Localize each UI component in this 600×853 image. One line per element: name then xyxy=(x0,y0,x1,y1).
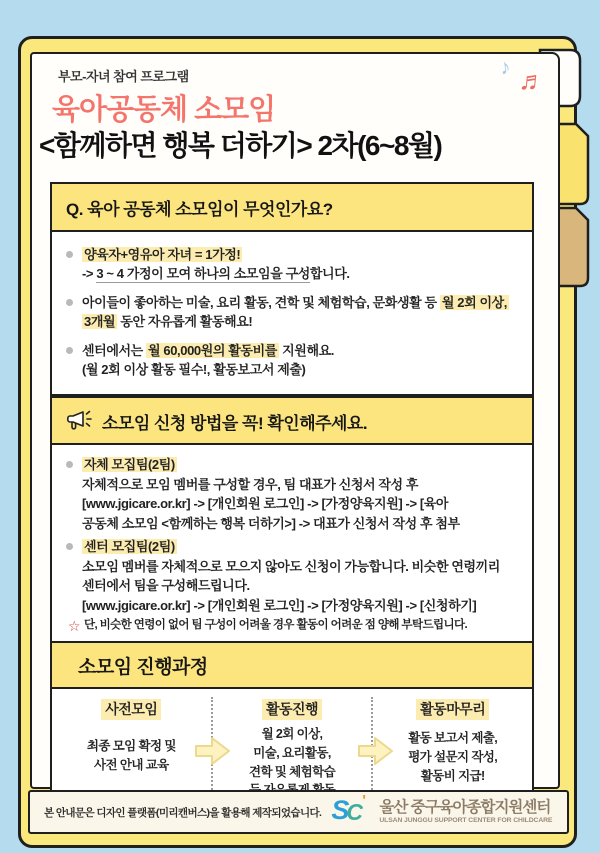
logo-letter-s: S xyxy=(331,795,350,825)
org-name-block xyxy=(379,800,552,823)
team2-line3: [www.jgicare.or.kr] -> [개인회원 로그인] -> [가정양육지원] -> [신청하기] xyxy=(82,597,477,613)
process-step-1-title: 사전모임 xyxy=(101,699,161,720)
apply-note xyxy=(66,617,518,637)
index-tab-yellow xyxy=(556,124,588,204)
team1-title: 자체 모집팀(2팀) xyxy=(84,457,175,472)
music-note-red-icon: ♬ xyxy=(517,64,548,98)
program-subtitle: 육아공동체 소모임 xyxy=(52,94,276,126)
page-title: <함께하면 행복 더하기> 2차(6~8월) xyxy=(39,130,442,161)
megaphone-icon xyxy=(66,408,93,432)
bullet-dot-icon xyxy=(66,251,73,258)
process-step-2-text: 월 2회 이상, 미술, 요리활동, 견학 및 체험학습 xyxy=(248,727,336,779)
team2-line2: 센터에서 팀을 구성해드립니다. xyxy=(82,578,250,593)
q-bullet-1-highlight: 양육자+영유아 자녀 = 1가정! xyxy=(84,246,241,262)
logo-dot-icon: ' xyxy=(362,792,366,809)
star-icon: ☆ xyxy=(68,618,80,634)
team1-line2: [www.jgicare.or.kr] -> [개인회원 로그인] -> [가정양육지원] -> [육아 xyxy=(82,496,449,511)
bullet-dot-icon xyxy=(66,461,73,468)
process-step-3-title: 활동마무리 xyxy=(416,699,489,720)
q-bullet-3 xyxy=(66,341,516,380)
q-bullet-1-tail: 합니다. xyxy=(309,266,350,281)
process-step-2-title: 활동진행 xyxy=(262,699,322,720)
q-bullet-2-pre: 아이들이 좋아하는 미술, 요리 활동, 견학 및 체험학습, 문화생활 등 xyxy=(82,294,440,310)
q-bullet-3-tail: 지원해요. xyxy=(278,342,334,358)
music-note-blue-icon: ♪ xyxy=(498,55,512,80)
q-bullet-3-pre: 센터에서는 xyxy=(82,342,147,358)
logo-letter-c: C xyxy=(346,799,363,825)
q-bullet-2-text xyxy=(82,293,509,332)
bullet-dot-icon xyxy=(66,543,73,550)
center-logo xyxy=(329,792,375,828)
arrow-right-icon xyxy=(194,735,232,767)
apply-section-body xyxy=(50,443,534,643)
q-bullet-1 xyxy=(66,245,516,284)
q-bullet-1-text xyxy=(82,245,350,284)
org-name-en: ULSAN JUNGGU SUPPORT CENTER FOR CHILDCARE xyxy=(379,816,553,824)
bullet-dot-icon xyxy=(66,347,73,354)
q-bullet-3-highlight: 월 60,000원의 활동비를 xyxy=(148,342,277,358)
apply-bullet-2 xyxy=(66,537,518,615)
apply-section-heading xyxy=(50,396,534,446)
q-section-body xyxy=(50,230,534,396)
q-bullet-1-underline: 3 ~ 4 가정이 모여 하나의 소모임을 구성 xyxy=(96,266,310,281)
process-section-heading: 소모임 진행과정 xyxy=(50,641,534,690)
team2-line1: 소모임 멤버를 자체적으로 모으지 않아도 신청이 가능합니다. 비슷한 연령끼리 xyxy=(82,558,500,574)
team1-line3: 공동체 소모임 <함께하는 행복 더하기>] -> 대표가 신청서 작성 후 첨부 xyxy=(82,515,460,531)
q-bullet-3-sub: (월 2회 이상 활동 필수!, 활동보고서 제출) xyxy=(82,362,306,377)
bullet-dot-icon xyxy=(66,299,73,306)
footer-band xyxy=(28,790,569,834)
process-step-3 xyxy=(371,697,532,793)
q-section-heading: Q. 육아 공동체 소모임이 무엇인가요? xyxy=(50,182,534,232)
q-bullet-2-highlight2: 3개월 xyxy=(84,314,116,329)
apply-bullet-2-text xyxy=(82,537,500,615)
org-name: 울산 중구육아종합지원센터 xyxy=(379,799,551,817)
process-step-3-text: 활동 보고서 제출, 평가 설문지 작성, 활동비 지급! xyxy=(408,731,498,783)
q-bullet-3-text xyxy=(82,341,334,380)
process-step-1-text: 최종 모임 확정 및 사전 안내 교육 xyxy=(86,739,176,772)
poster-paper xyxy=(30,52,560,789)
q-bullet-2-highlight1: 월 2회 이상, xyxy=(441,294,507,310)
q-bullet-2 xyxy=(66,293,516,332)
apply-bullet-1-text xyxy=(82,455,460,533)
program-eyebrow: 부모-자녀 참여 프로그램 xyxy=(58,69,189,84)
process-step-1 xyxy=(52,697,211,793)
team1-line1: 자체적으로 모임 멤버를 구성할 경우, 팀 대표가 신청서 작성 후 xyxy=(82,476,419,492)
q-bullet-1-arrow: -> xyxy=(82,266,97,281)
process-step-2 xyxy=(211,697,372,793)
q-bullet-2-tail: 동안 자유롭게 활동해요! xyxy=(117,314,253,329)
team2-title: 센터 모집팀(2팀) xyxy=(84,539,175,554)
content-sections xyxy=(50,182,534,795)
apply-note-text: 단, 비슷한 연령이 없어 팀 구성이 어려울 경우 활동이 어려운 점 양해 부탁드립니다. xyxy=(83,619,468,631)
apply-heading-text: 소모임 신청 방법을 꼭! 확인해주세요. xyxy=(102,413,368,433)
arrow-right-icon xyxy=(357,735,395,767)
credit-text: 본 안내문은 디자인 플랫폼(미리캔버스)을 활용해 제작되었습니다. xyxy=(44,806,322,819)
process-section-body xyxy=(50,687,534,795)
apply-heading-row xyxy=(66,409,518,434)
index-tab-tan xyxy=(556,208,588,286)
apply-bullet-1 xyxy=(66,455,518,533)
